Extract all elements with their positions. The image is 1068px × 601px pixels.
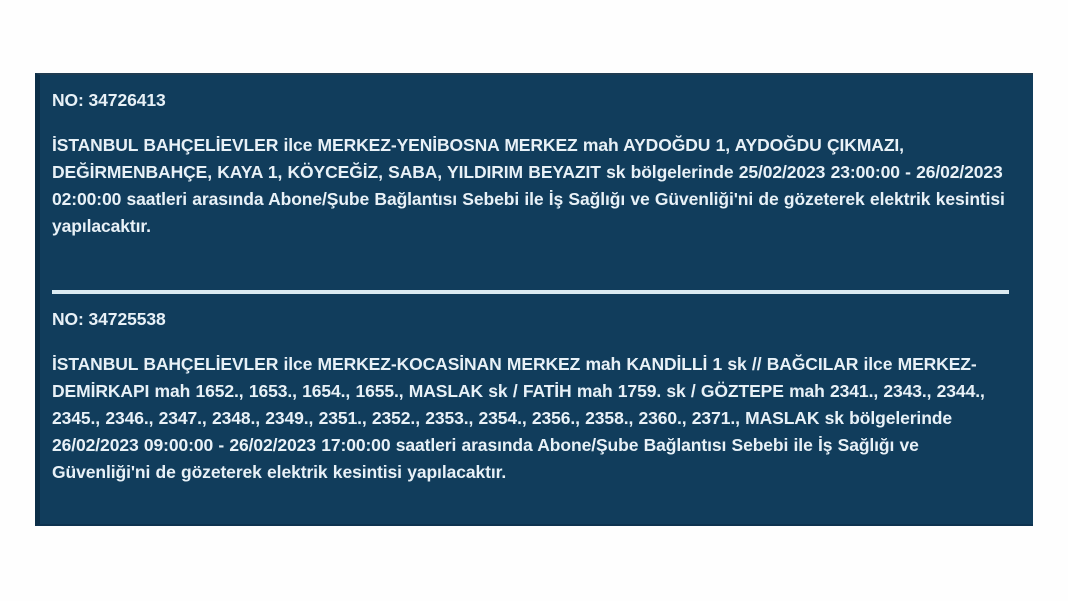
notice-2-number: NO: 34725538	[52, 309, 166, 329]
outage-notice-1	[52, 87, 1019, 240]
notice-1-number: NO: 34726413	[52, 90, 166, 110]
notice-divider	[52, 290, 1009, 294]
outage-notice-panel	[35, 73, 1033, 526]
outage-notice-2	[52, 306, 1019, 486]
notice-2-body: İSTANBUL BAHÇELİEVLER ilce MERKEZ-KOCASİNAN MERKEZ mah KANDİLLİ 1 sk // BAĞCILAR ilce MERKEZ-DEMİRKAPI mah 1652., 1653., 1654., 1655., MASLAK sk / FATİH mah 1759. sk / GÖZTEPE mah 2341., 2343., 2344., 2345., 2346., 2347., 2348., 2349., 2351., 2352., 2353., 2354., 2356., 2358., 2360., 2371., MASLAK sk bölgelerinde 26/02/2023 09:00:00 - 26/02/2023 17:00:00 saatleri arasında Abone/Şube Bağlantısı Sebebi ile İş Sağlığı ve Güvenliği'ni de gözeterek elektrik kesintisi yapılacaktır.	[52, 354, 985, 482]
notice-1-body: İSTANBUL BAHÇELİEVLER ilce MERKEZ-YENİBOSNA MERKEZ mah AYDOĞDU 1, AYDOĞDU ÇIKMAZI, DEĞİRMENBAHÇE, KAYA 1, KÖYCEĞİZ, SABA, YILDIRIM BEYAZIT sk bölgelerinde 25/02/2023 23:00:00 - 26/02/2023 02:00:00 saatleri arasında Abone/Şube Bağlantısı Sebebi ile İş Sağlığı ve Güvenliği'ni de gözeterek elektrik kesintisi yapılacaktır.	[52, 135, 1005, 236]
